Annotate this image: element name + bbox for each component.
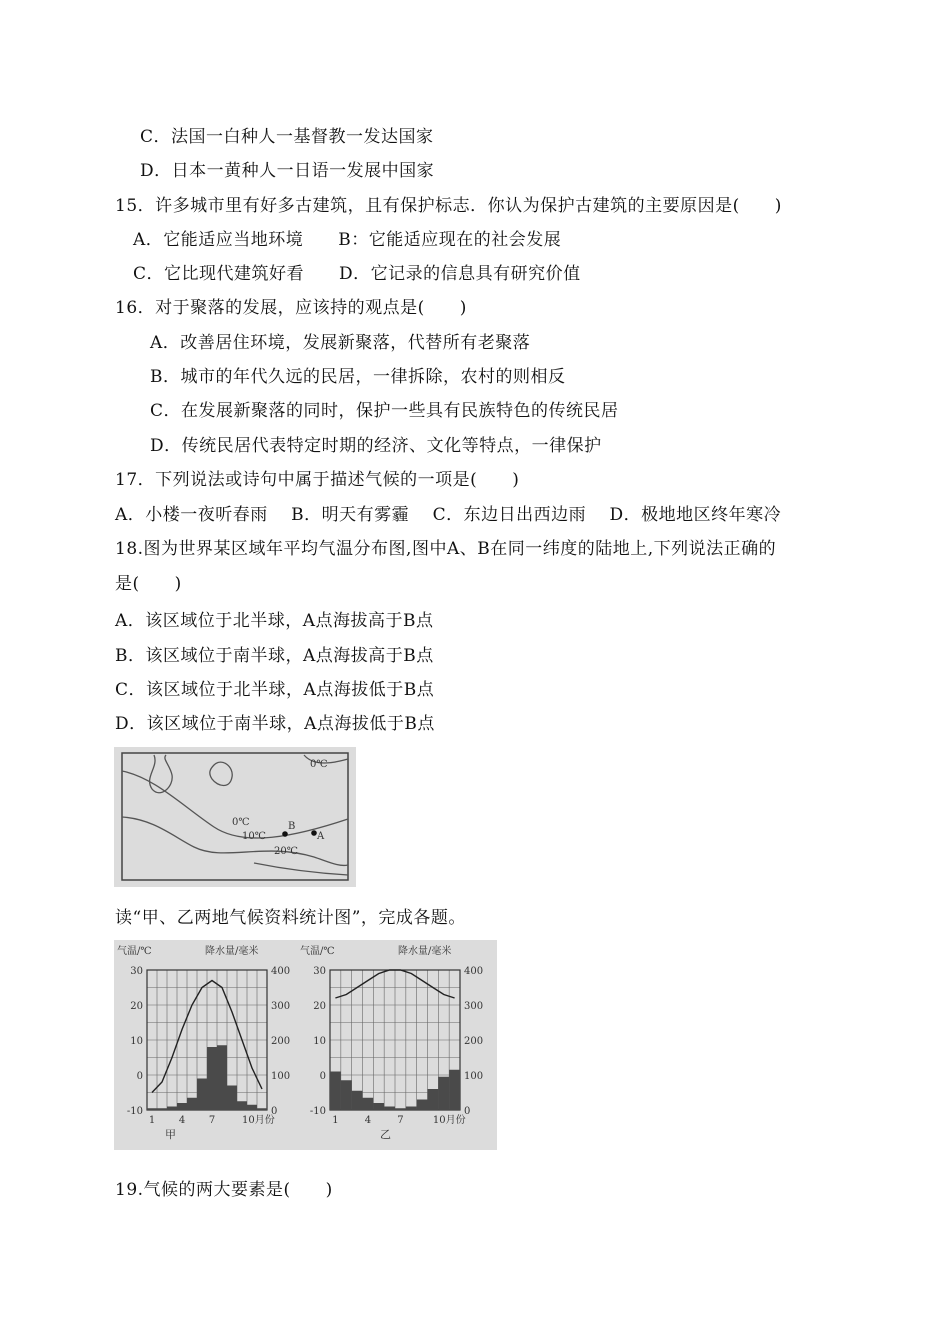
q14-option-d: D．日本一黄种人一日语一发展中国家 <box>140 161 435 181</box>
precip-bar <box>352 1091 363 1110</box>
precip-bar <box>227 1086 237 1111</box>
precip-bar <box>257 1108 267 1110</box>
month-tick-label: 10月份 <box>432 1115 466 1126</box>
precip-bar <box>330 1072 341 1111</box>
isotherm-line-20c <box>254 863 348 875</box>
q18-stem-line2: 是( ) <box>115 574 182 594</box>
month-tick-label: 4 <box>364 1115 372 1126</box>
precip-tick-label: 200 <box>464 1036 484 1047</box>
q15-options-ab: A．它能适应当地环境 B：它能适应现在的社会发展 <box>133 230 562 250</box>
q18-option-d: D．该区域位于南半球，A点海拔低于B点 <box>115 714 435 734</box>
island-outline <box>210 762 232 785</box>
precip-bar <box>341 1080 352 1110</box>
precip-tick-label: 400 <box>464 966 484 977</box>
chart-name-label: 乙 <box>380 1128 391 1141</box>
label-20c: 20℃ <box>274 846 298 857</box>
month-tick-label: 1 <box>332 1115 339 1126</box>
precip-bar <box>417 1100 428 1111</box>
month-tick-label: 4 <box>178 1115 186 1126</box>
point-b <box>282 831 288 837</box>
q17-stem: 17．下列说法或诗句中属于描述气候的一项是( ) <box>115 470 520 490</box>
precip-bar <box>406 1107 417 1111</box>
temp-tick-label: 20 <box>130 1001 143 1012</box>
q15-options-cd: C．它比现代建筑好看 D．它记录的信息具有研究价值 <box>133 264 581 284</box>
precip-axis-title: 降水量/毫米 <box>205 946 259 957</box>
temp-tick-label: 20 <box>313 1001 326 1012</box>
isotherm-map <box>114 747 356 887</box>
precip-tick-label: 400 <box>271 966 291 977</box>
precip-tick-label: 0 <box>464 1106 471 1117</box>
label-0c: 0℃ <box>232 817 250 828</box>
precip-bar <box>395 1108 406 1110</box>
temp-tick-label: -10 <box>309 1106 326 1117</box>
temp-tick-label: 0 <box>319 1071 326 1082</box>
precip-bar <box>237 1101 247 1110</box>
precip-tick-label: 200 <box>271 1036 291 1047</box>
label-b: B <box>288 821 296 832</box>
temp-tick-label: 0 <box>136 1071 143 1082</box>
month-tick-label: 7 <box>397 1115 404 1126</box>
point-a <box>311 830 317 836</box>
temp-tick-label: 30 <box>313 966 326 977</box>
temp-axis-title: 气温/℃ <box>300 946 335 957</box>
q16-option-a: A．改善居住环境，发展新聚落，代替所有老聚落 <box>150 333 531 353</box>
precip-bar <box>157 1108 167 1110</box>
precip-axis-title: 降水量/毫米 <box>398 946 452 957</box>
label-0c-top: 0℃ <box>310 759 328 770</box>
coastline-top-left <box>150 755 173 793</box>
q16-option-b: B．城市的年代久远的民居，一律拆除，农村的则相反 <box>150 367 566 387</box>
q16-option-d: D．传统民居代表特定时期的经济、文化等特点，一律保护 <box>150 436 602 456</box>
q18-option-a: A．该区域位于北半球，A点海拔高于B点 <box>115 611 434 631</box>
isotherm-map-figure <box>114 747 356 887</box>
precip-bar <box>207 1047 217 1110</box>
temp-tick-label: 30 <box>130 966 143 977</box>
precip-bar <box>167 1107 177 1111</box>
precip-bar <box>187 1098 197 1110</box>
q18-option-b: B．该区域位于南半球，A点海拔高于B点 <box>115 646 434 666</box>
month-tick-label: 7 <box>208 1115 216 1126</box>
precip-tick-label: 100 <box>464 1071 484 1082</box>
q19-stem: 19.气候的两大要素是( ) <box>115 1180 333 1200</box>
precip-bar <box>373 1103 384 1110</box>
temp-tick-label: 10 <box>130 1036 143 1047</box>
q16-option-c: C．在发展新聚落的同时，保护一些具有民族特色的传统民居 <box>150 401 619 421</box>
precip-bar <box>197 1079 207 1111</box>
precip-bar <box>247 1105 257 1110</box>
precip-bar <box>438 1077 449 1110</box>
temp-tick-label: 10 <box>313 1036 326 1047</box>
precip-bar <box>177 1103 187 1110</box>
label-10c: 10℃ <box>242 831 266 842</box>
q16-stem: 16．对于聚落的发展，应该持的观点是( ) <box>115 298 467 318</box>
precip-bar <box>217 1045 227 1110</box>
q17-options: A．小楼一夜听春雨 B．明天有雾霾 C．东边日出西边雨 D．极地地区终年寒冷 <box>115 505 782 525</box>
month-tick-label: 10月份 <box>242 1115 275 1126</box>
precip-tick-label: 0 <box>271 1106 278 1117</box>
precip-tick-label: 100 <box>271 1071 291 1082</box>
temp-tick-label: -10 <box>126 1106 143 1117</box>
q15-stem: 15．许多城市里有好多古建筑，且有保护标志．你认为保护古建筑的主要原因是( ) <box>115 196 782 216</box>
climate-intro: 读“甲、乙两地气候资料统计图”，完成各题。 <box>115 908 466 928</box>
precip-tick-label: 300 <box>464 1001 484 1012</box>
q18-option-c: C．该区域位于北半球，A点海拔低于B点 <box>115 680 435 700</box>
precip-bar <box>147 1108 157 1110</box>
precip-bar <box>363 1098 374 1110</box>
precip-bar <box>384 1107 395 1111</box>
precip-tick-label: 300 <box>271 1001 291 1012</box>
climate-charts <box>114 940 497 1150</box>
month-tick-label: 1 <box>148 1115 156 1126</box>
climate-charts-figure <box>114 940 497 1150</box>
q14-option-c: C．法国一白种人一基督教一发达国家 <box>140 127 434 147</box>
precip-bar <box>449 1070 460 1110</box>
chart-name-label: 甲 <box>165 1128 176 1141</box>
temp-axis-title: 气温/℃ <box>117 946 152 957</box>
label-a: A <box>317 831 325 842</box>
q18-stem-line1: 18.图为世界某区域年平均气温分布图,图中A、B在同一纬度的陆地上,下列说法正确的 <box>115 539 777 559</box>
precip-bar <box>428 1089 439 1110</box>
